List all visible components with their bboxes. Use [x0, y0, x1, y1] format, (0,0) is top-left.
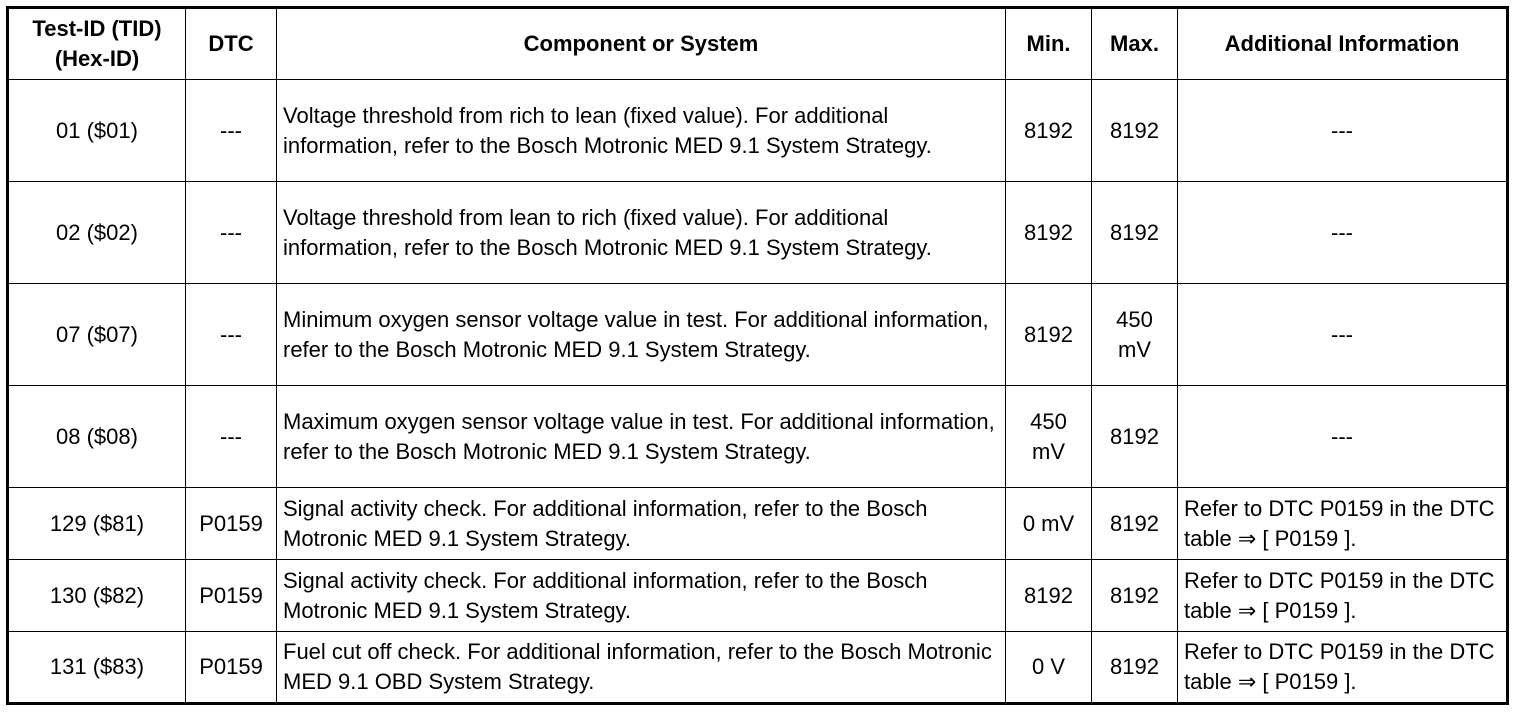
table-row [8, 632, 1508, 704]
header-component: Component or System [277, 8, 1006, 80]
cell-test-id: 130 ($82) [8, 560, 186, 632]
cell-additional-info: --- [1178, 182, 1508, 284]
cell-dtc: --- [186, 80, 277, 182]
cell-component: Signal activity check. For additional information, refer to the Bosch Motronic MED 9.1 System Strategy. [277, 488, 1006, 560]
cell-min: 0 mV [1006, 488, 1092, 560]
table-row [8, 386, 1508, 488]
cell-component: Minimum oxygen sensor voltage value in test. For additional information, refer to the Bosch Motronic MED 9.1 System Strategy. [277, 284, 1006, 386]
cell-max: 8192 [1092, 386, 1178, 488]
table-row [8, 182, 1508, 284]
cell-additional-info: --- [1178, 284, 1508, 386]
table-row [8, 284, 1508, 386]
cell-component: Voltage threshold from lean to rich (fixed value). For additional information, refer to the Bosch Motronic MED 9.1 System Strategy. [277, 182, 1006, 284]
cell-test-id: 131 ($83) [8, 632, 186, 704]
cell-dtc: P0159 [186, 488, 277, 560]
cell-test-id: 01 ($01) [8, 80, 186, 182]
cell-dtc: --- [186, 182, 277, 284]
cell-component: Voltage threshold from rich to lean (fixed value). For additional information, refer to the Bosch Motronic MED 9.1 System Strategy. [277, 80, 1006, 182]
table-header-row [8, 8, 1508, 80]
cell-test-id: 07 ($07) [8, 284, 186, 386]
cell-test-id: 08 ($08) [8, 386, 186, 488]
header-test-id: Test-ID (TID) (Hex-ID) [8, 8, 186, 80]
cell-max: 8192 [1092, 632, 1178, 704]
cell-min: 8192 [1006, 80, 1092, 182]
table-row [8, 560, 1508, 632]
cell-additional-info: --- [1178, 80, 1508, 182]
cell-additional-info: Refer to DTC P0159 in the DTC table ⇒ [ P0159 ]. [1178, 488, 1508, 560]
cell-additional-info: Refer to DTC P0159 in the DTC table ⇒ [ P0159 ]. [1178, 632, 1508, 704]
table-row [8, 488, 1508, 560]
cell-test-id: 02 ($02) [8, 182, 186, 284]
header-max: Max. [1092, 8, 1178, 80]
cell-max: 450 mV [1092, 284, 1178, 386]
cell-dtc: --- [186, 386, 277, 488]
cell-dtc: P0159 [186, 632, 277, 704]
header-dtc: DTC [186, 8, 277, 80]
cell-component: Fuel cut off check. For additional information, refer to the Bosch Motronic MED 9.1 OBD System Strategy. [277, 632, 1006, 704]
table-container [6, 6, 1509, 705]
cell-max: 8192 [1092, 80, 1178, 182]
header-min: Min. [1006, 8, 1092, 80]
cell-min: 8192 [1006, 182, 1092, 284]
cell-max: 8192 [1092, 560, 1178, 632]
cell-min: 8192 [1006, 284, 1092, 386]
cell-additional-info: Refer to DTC P0159 in the DTC table ⇒ [ P0159 ]. [1178, 560, 1508, 632]
header-additional-info: Additional Information [1178, 8, 1508, 80]
cell-component: Signal activity check. For additional information, refer to the Bosch Motronic MED 9.1 System Strategy. [277, 560, 1006, 632]
cell-min: 8192 [1006, 560, 1092, 632]
cell-min: 450 mV [1006, 386, 1092, 488]
cell-max: 8192 [1092, 182, 1178, 284]
cell-dtc: P0159 [186, 560, 277, 632]
test-id-table [6, 6, 1509, 705]
cell-additional-info: --- [1178, 386, 1508, 488]
cell-dtc: --- [186, 284, 277, 386]
table-row [8, 80, 1508, 182]
cell-min: 0 V [1006, 632, 1092, 704]
cell-test-id: 129 ($81) [8, 488, 186, 560]
cell-component: Maximum oxygen sensor voltage value in test. For additional information, refer to the Bosch Motronic MED 9.1 System Strategy. [277, 386, 1006, 488]
cell-max: 8192 [1092, 488, 1178, 560]
